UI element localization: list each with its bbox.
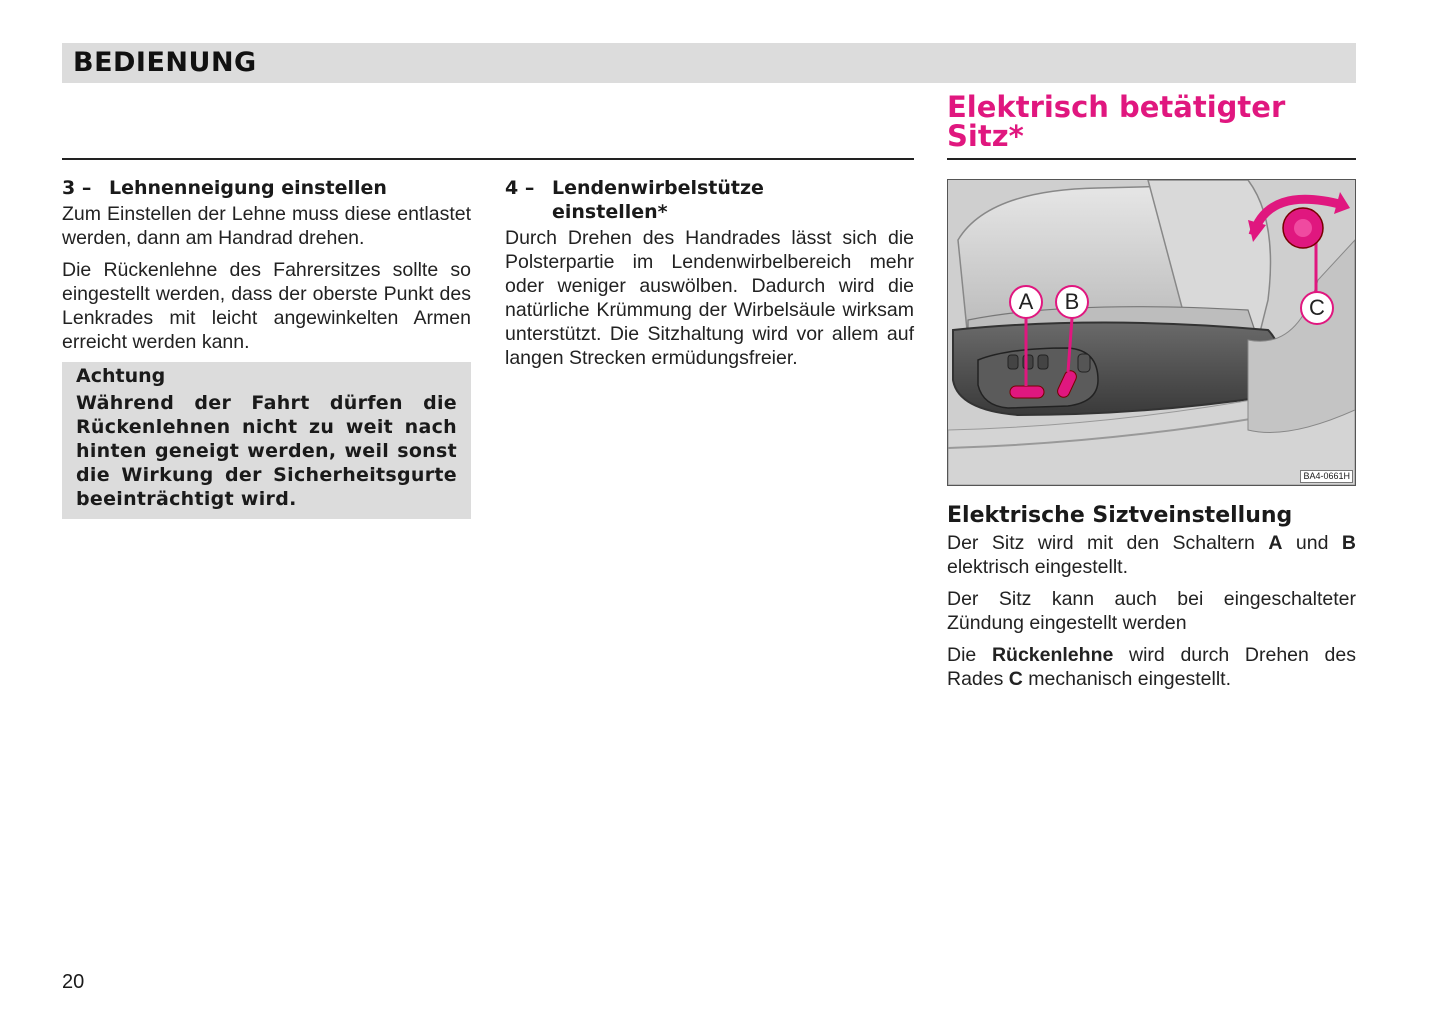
column-right-title: [947, 90, 1356, 151]
paragraph: Zum Einstellen der Lehne muss diese entlastet werden, dann am Handrad drehen.: [62, 203, 471, 249]
paragraph: Durch Drehen des Handrades lässt sich die Polsterpartie im Lendenwirbelbereich mehr oder weniger auswölben. Dadurch wird die natürliche Krümmung der Wirbelsäule wirksam unterstützt. Die Sitzhaltung wird vor allem auf langen Strecken ermüdungsfreier.: [505, 227, 914, 369]
text-run: und: [1282, 532, 1342, 554]
paragraph: Die Rückenlehne des Fahrersitzes sollte so eingestellt werden, dass der oberste Punkt des Lenkrades mit leicht angewinkelten Armen erreicht werden kann.: [62, 259, 471, 353]
text-run: elektrisch eingestellt.: [947, 556, 1129, 578]
seat-drawing: [948, 180, 1355, 485]
switch-a-ref: A: [1268, 532, 1283, 554]
subsection-heading: [947, 503, 1356, 529]
section-title-pink: Elektrisch betätigter Sitz*: [947, 90, 1286, 153]
column-middle: [505, 176, 914, 378]
paragraph: Der Sitz kann auch bei eingeschalteter Zündung eingestellt werden: [947, 588, 1356, 634]
section-heading-4: [505, 176, 914, 224]
chapter-title: BEDIENUNG: [73, 47, 257, 78]
section-number: 4 –: [505, 177, 535, 199]
seat-illustration: [947, 179, 1356, 486]
section-rule-right: [947, 158, 1356, 160]
section-heading-3: [62, 176, 471, 200]
text-run: wird durch Drehen des Rades: [947, 644, 1356, 690]
text-run: Die: [947, 644, 992, 666]
switch-b-ref: B: [1341, 532, 1356, 554]
warning-title: Achtung: [76, 365, 166, 387]
paragraph: [947, 531, 1356, 579]
section-rule-left: [62, 158, 914, 160]
figure-code: BA4-0661H: [1300, 470, 1353, 483]
page-number: 20: [62, 971, 85, 993]
section-title: Lehnenneigung einstellen: [109, 177, 387, 199]
text-run: Der Sitz wird mit den Schaltern: [947, 532, 1269, 554]
section-number: 3 –: [62, 177, 92, 199]
text-run: mechanisch eingestellt.: [1022, 668, 1232, 690]
wheel-c-ref: C: [1008, 668, 1023, 690]
subsection-title: Elektrische Siztveinstellung: [947, 503, 1293, 528]
bold-term: Rückenlehne: [991, 644, 1114, 666]
column-right-body: [947, 531, 1356, 699]
callout-c: C: [1300, 291, 1334, 325]
callout-b: B: [1055, 285, 1089, 319]
column-left: [62, 176, 471, 519]
chapter-header: [62, 43, 1356, 83]
warning-text: Während der Fahrt dürfen die Rückenlehnen nicht zu weit nach hinten geneigt werden, weil sonst die Wirkung der Sicherheitsgurte beeinträchtigt wird.: [76, 392, 457, 510]
paragraph: [947, 643, 1356, 691]
callout-a: A: [1009, 285, 1043, 319]
section-title: Lendenwirbelstütze einstellen*: [552, 177, 764, 223]
warning-box: [62, 362, 471, 519]
